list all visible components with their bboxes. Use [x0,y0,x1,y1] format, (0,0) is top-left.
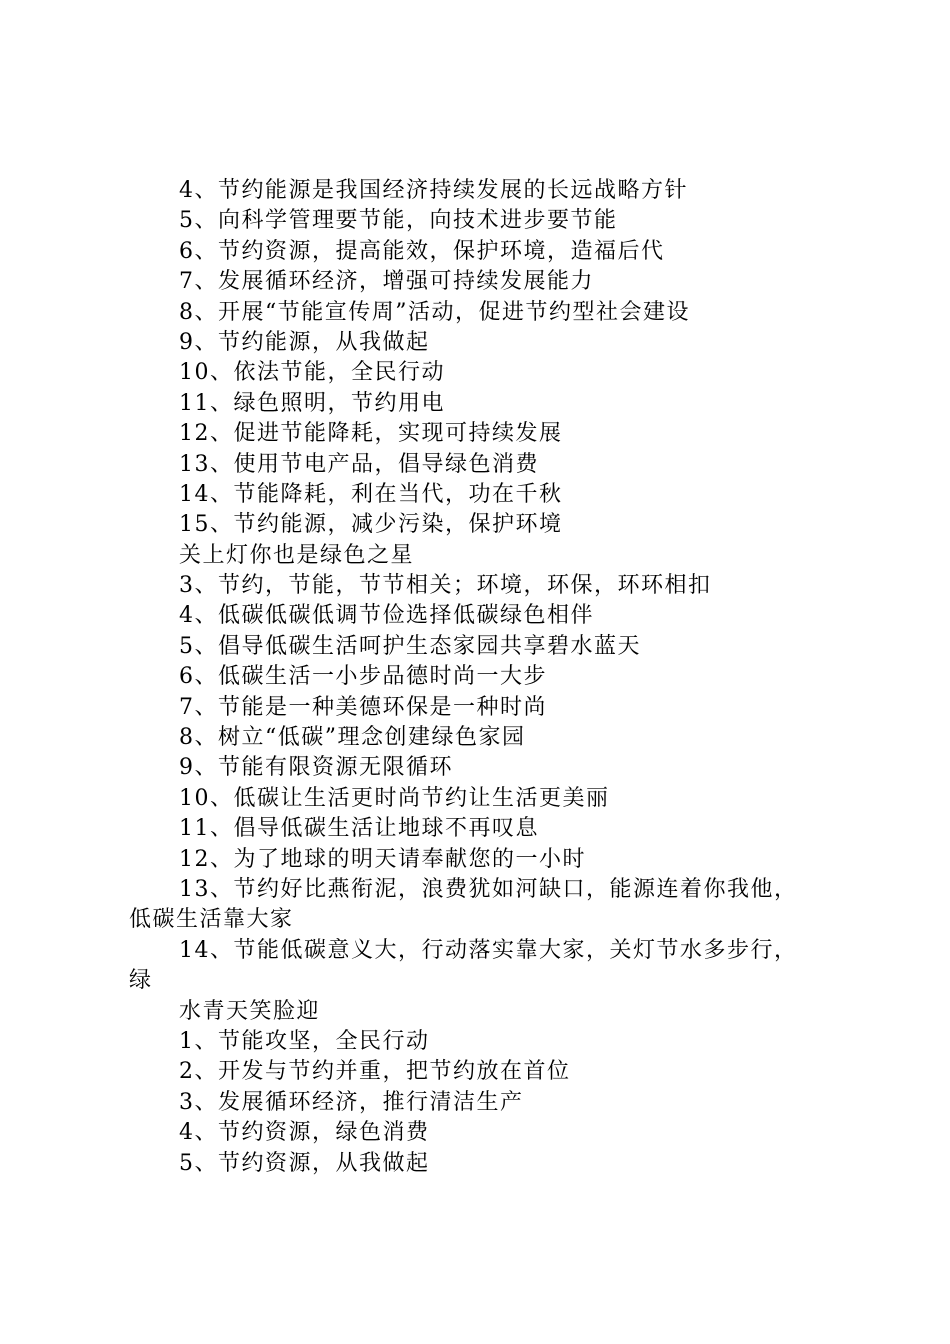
text-line-33: 5、节约资源，从我做起 [179,1150,430,1176]
text-line-1: 4、节约能源是我国经济持续发展的长远战略方针 [179,178,688,203]
text-line-5: 8、开展“节能宣传周”活动，促进节约型社会建设 [179,299,690,325]
text-line-17: 6、低碳生活一小步品德时尚一大步 [179,664,547,690]
text-line-21: 10、低碳让生活更时尚节约让生活更美丽 [179,785,610,811]
text-line-6: 9、节约能源，从我做起 [179,329,430,355]
text-line-9: 12、促进节能降耗，实现可持续发展 [179,421,563,447]
text-line-30: 2、开发与节约并重，把节约放在首位 [179,1059,571,1085]
text-line-13: 关上灯你也是绿色之星 [179,542,415,568]
text-line-12: 15、节约能源，减少污染，保护环境 [179,512,563,538]
text-line-10: 13、使用节电产品，倡导绿色消费 [179,451,539,477]
text-line-14: 3、节约，节能，节节相关；环境，环保，环环相扣 [179,573,712,599]
text-line-15: 4、低碳低碳低调节俭选择低碳绿色相伴 [179,603,594,629]
text-line-29: 1、节能攻坚，全民行动 [179,1028,430,1054]
text-line-7: 10、依法节能，全民行动 [179,360,445,386]
text-line-28: 水青天笑脸迎 [179,998,321,1024]
text-line-24: 13、节约好比燕衔泥，浪费犹如河缺口，能源连着你我他， [179,876,798,902]
text-line-23: 12、为了地球的明天请奉献您的一小时 [179,846,586,872]
text-line-3: 6、节约资源，提高能效，保护环境，造福后代 [179,238,665,264]
text-line-16: 5、倡导低碳生活呵护生态家园共享碧水蓝天 [179,633,641,659]
text-line-8: 11、绿色照明，节约用电 [179,390,445,416]
text-line-4: 7、发展循环经济，增强可持续发展能力 [179,269,594,295]
text-line-27: 绿 [129,968,153,994]
text-line-18: 7、节能是一种美德环保是一种时尚 [179,694,547,720]
text-line-26: 14、节能低碳意义大，行动落实靠大家，关灯节水多步行， [179,937,798,963]
text-line-32: 4、节约资源，绿色消费 [179,1120,430,1146]
text-line-19: 8、树立“低碳”理念创建绿色家园 [179,725,526,751]
text-line-31: 3、发展循环经济，推行清洁生产 [179,1089,524,1115]
text-line-11: 14、节能降耗，利在当代，功在千秋 [179,481,563,507]
text-line-22: 11、倡导低碳生活让地球不再叹息 [179,816,539,842]
document-body [129,176,859,1179]
text-line-25: 低碳生活靠大家 [129,907,294,933]
text-line-2: 5、向科学管理要节能，向技术进步要节能 [179,208,618,234]
text-line-20: 9、节能有限资源无限循环 [179,755,453,781]
